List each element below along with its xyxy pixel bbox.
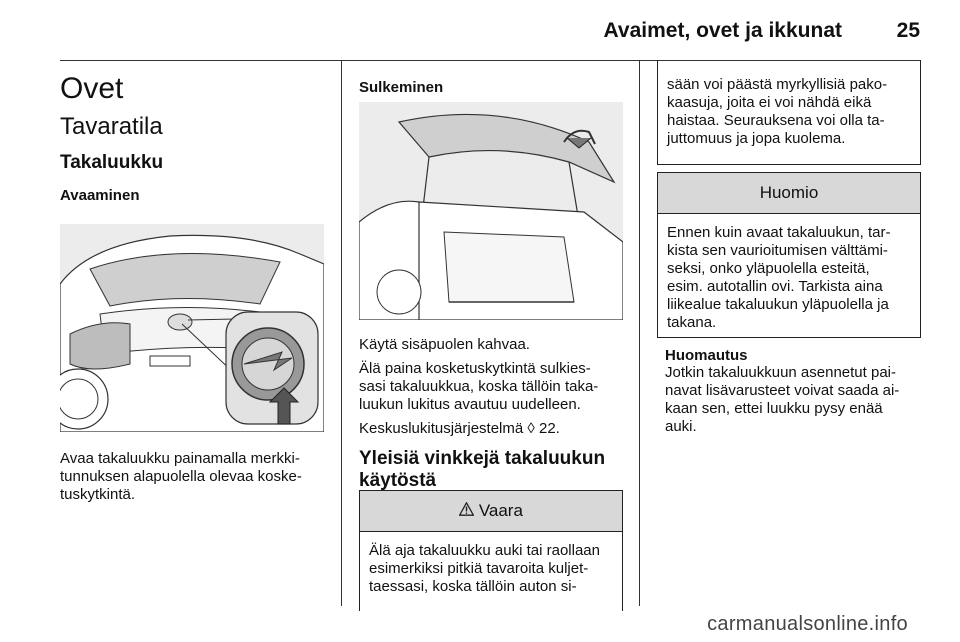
closing-step-1: Käytä sisäpuolen kahvaa.	[359, 336, 530, 353]
danger-box-body	[360, 532, 622, 604]
text-line: taessasi, koska tällöin auton si-	[369, 578, 577, 595]
text-line: tuskytkintä.	[60, 486, 136, 503]
closing-warning-text	[359, 360, 623, 414]
tailgate-opening-illustration	[60, 224, 324, 432]
danger-continued-body	[658, 60, 920, 148]
opening-instructions	[60, 450, 324, 504]
danger-box-continued	[657, 60, 921, 165]
central-locking-reference: Keskuslukitusjärjestelmä ◊ 22.	[359, 420, 560, 437]
text-line: esim. autotallin ovi. Tarkista aina	[667, 278, 883, 295]
text-line: haistaa. Seurauksena voi olla ta-	[667, 112, 885, 129]
section-title: Ovet	[60, 72, 124, 105]
header-title: Avaimet, ovet ja ikkunat	[603, 19, 842, 42]
car-rear-switch-drawing	[60, 224, 324, 432]
closing-heading: Sulkeminen	[359, 79, 444, 96]
text-line: Älä paina kosketuskytkintä sulkies-	[359, 360, 591, 377]
text-line: sään voi päästä myrkyllisiä pako-	[667, 76, 888, 93]
text-line: kista sen vaurioitumisen välttämi-	[667, 242, 888, 259]
text-line: esimerkiksi pitkiä tavaroita kuljet-	[369, 560, 589, 577]
text-line: kaan sen, ettei luukku pysy enää	[665, 400, 883, 417]
column-divider-1	[341, 60, 342, 606]
tailgate-closing-illustration	[359, 102, 623, 320]
column-divider-2	[639, 60, 640, 606]
open-tailgate-drawing	[359, 102, 623, 320]
text-line: navat lisävarusteet voivat saada ai-	[665, 382, 900, 399]
page-number: 25	[896, 19, 920, 42]
notice-box	[657, 172, 921, 338]
tips-heading-line: Yleisiä vinkkejä takaluukun	[359, 448, 606, 469]
text-line: sasi takaluukkua, koska tällöin taka-	[359, 378, 599, 395]
text-line: auki.	[665, 418, 697, 435]
notice-box-header	[658, 173, 920, 214]
note-section	[665, 347, 925, 436]
note-title: Huomautus	[665, 347, 748, 364]
page-header	[0, 0, 960, 60]
subtopic-title: Avaaminen	[60, 187, 140, 204]
text-line: liikealue takaluukun yläpuolella ja	[667, 296, 889, 313]
text-line: juttomuus ja jopa kuolema.	[667, 130, 846, 147]
danger-title: Vaara	[478, 501, 523, 520]
tips-heading	[359, 448, 623, 492]
column-2	[359, 70, 623, 492]
text-line: seksi, onko yläpuolella esteitä,	[667, 260, 870, 277]
text-line: luukun lukitus avautuu uudelleen.	[359, 396, 581, 413]
text-line: takana.	[667, 314, 717, 331]
text-line: tunnuksen alapuolella olevaa koske-	[60, 468, 302, 485]
subsection-title: Tavaratila	[60, 113, 163, 140]
danger-box-header	[360, 491, 622, 532]
text-line: Ennen kuin avaat takaluukun, tar-	[667, 224, 891, 241]
text-line: Jotkin takaluukkuun asennetut pai-	[665, 364, 896, 381]
topic-title: Takaluukku	[60, 152, 164, 173]
notice-title: Huomio	[759, 183, 819, 202]
column-1	[60, 70, 324, 504]
danger-box	[359, 490, 623, 611]
text-line: Älä aja takaluukku auki tai raollaan	[369, 542, 600, 559]
tips-heading-line: käytöstä	[359, 470, 437, 491]
warning-triangle-icon	[459, 492, 474, 532]
watermark: carmanualsonline.info	[707, 613, 908, 635]
notice-box-body	[658, 214, 920, 340]
text-line: Avaa takaluukku painamalla merkki-	[60, 450, 300, 467]
text-line: kaasuja, joita ei voi nähdä eikä	[667, 94, 872, 111]
